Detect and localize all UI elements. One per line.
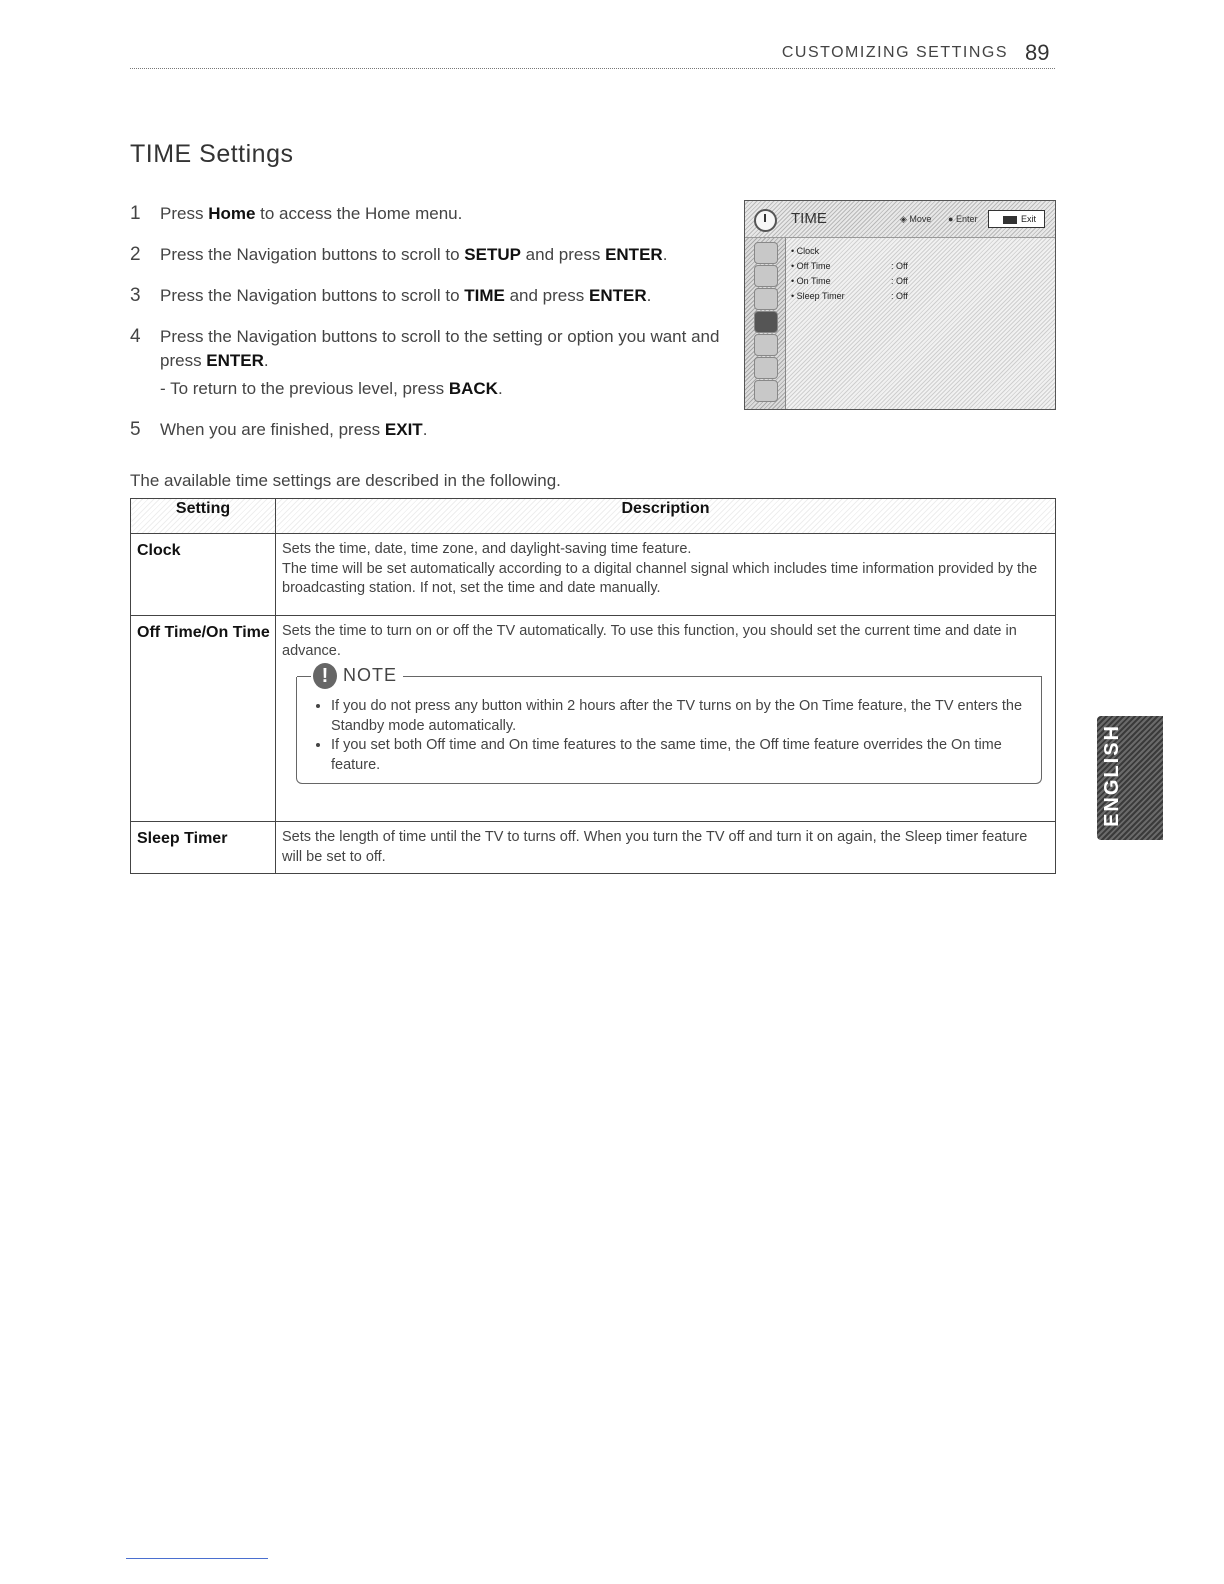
step-5 <box>130 418 740 442</box>
step-number: 5 <box>130 419 141 440</box>
lock-category-icon <box>754 334 778 356</box>
osd-move-hint: ◈ Move <box>900 214 932 224</box>
clock-icon <box>754 209 777 232</box>
column-header-description: Description <box>276 499 1056 534</box>
step-sub-note: - To return to the previous level, press BACK. <box>160 379 503 398</box>
step-text: When you are finished, press EXIT. <box>160 420 428 439</box>
step-text: Press the Navigation buttons to scroll to TIME and press ENTER. <box>160 286 652 305</box>
osd-enter-hint: ● Enter <box>948 214 978 224</box>
osd-exit-hint: Exit <box>988 210 1045 228</box>
page-title: TIME Settings <box>130 140 294 168</box>
setting-name: Off Time/On Time <box>131 616 276 822</box>
note-item: • If you do not press any button within 2 hours after the TV turns on by the On Time feature, the TV enters the Standby mode automatically. <box>331 697 1031 736</box>
audio-category-icon <box>754 265 778 287</box>
note-list <box>309 697 1031 775</box>
option-category-icon <box>754 357 778 379</box>
step-number: 3 <box>130 285 141 306</box>
table-row <box>131 822 1056 874</box>
tv-menu-screenshot <box>744 200 1056 410</box>
footer-rule <box>126 1558 268 1559</box>
osd-item-on-time: • On Time : Off <box>791 276 908 286</box>
table-header-row <box>131 499 1056 534</box>
step-number: 1 <box>130 203 141 224</box>
picture-category-icon <box>754 242 778 264</box>
step-number: 2 <box>130 244 141 265</box>
osd-category-sidebar <box>745 238 786 409</box>
osd-item-sleep-timer: • Sleep Timer : Off <box>791 291 908 301</box>
language-label: ENGLISH <box>1101 724 1123 827</box>
osd-title: TIME <box>791 210 827 227</box>
table-row <box>131 616 1056 822</box>
osd-item-clock: • Clock <box>791 246 820 256</box>
channel-category-icon <box>754 288 778 310</box>
step-text: Press the Navigation buttons to scroll to the setting or option you want and press ENTER. - To return to the previous level, press BACK. <box>160 325 740 401</box>
intro-text: The available time settings are described in the following. <box>130 471 561 490</box>
step-3 <box>130 284 740 308</box>
step-text: Press the Navigation buttons to scroll to SETUP and press ENTER. <box>160 245 668 264</box>
page-number: 89 <box>1025 40 1050 65</box>
language-tab <box>1097 716 1163 840</box>
exclamation-icon: ! <box>313 663 337 689</box>
osd-menu-items <box>791 244 1041 304</box>
note-box <box>296 665 1042 784</box>
osd-title-bar <box>745 201 1055 238</box>
table-row <box>131 534 1056 616</box>
time-category-icon <box>754 311 778 333</box>
step-number: 4 <box>130 326 141 347</box>
setting-description: Sets the time, date, time zone, and daylight-saving time feature. The time will be set automatically according to a digital channel signal which includes time information provided by the broadcasting station. If not, set the time and date manually. <box>276 534 1056 616</box>
input-category-icon <box>754 380 778 402</box>
osd-item-off-time: • Off Time : Off <box>791 261 908 271</box>
steps-list <box>130 202 740 459</box>
setting-name: Clock <box>131 534 276 616</box>
header-section-title: CUSTOMIZING SETTINGS <box>781 44 1008 61</box>
setting-description: Sets the time to turn on or off the TV automatically. To use this function, you should set the current time and date in advance. ! NOTE • If you do not press any button within 2 hours after the TV turns on by the On Time feature, the TV enters the Standby mode automatically. • If you set both Off time and On time features to the same time, the Off time feature overrides the On time feature. <box>276 616 1056 822</box>
setting-name: Sleep Timer <box>131 822 276 874</box>
note-label: NOTE <box>343 665 398 686</box>
note-item: • If you set both Off time and On time features to the same time, the Off time feature overrides the On time feature. <box>331 736 1031 775</box>
exit-key-icon <box>1003 216 1017 224</box>
note-heading <box>311 663 403 689</box>
column-header-setting: Setting <box>131 499 276 534</box>
step-text: Press Home to access the Home menu. <box>160 204 463 223</box>
step-2 <box>130 243 740 267</box>
step-4 <box>130 325 740 401</box>
header-rule <box>130 68 1055 69</box>
setting-description: Sets the length of time until the TV to turns off. When you turn the TV off and turn it on again, the Sleep timer feature will be set to off. <box>276 822 1056 874</box>
time-settings-table <box>130 498 1056 874</box>
step-1 <box>130 202 740 226</box>
